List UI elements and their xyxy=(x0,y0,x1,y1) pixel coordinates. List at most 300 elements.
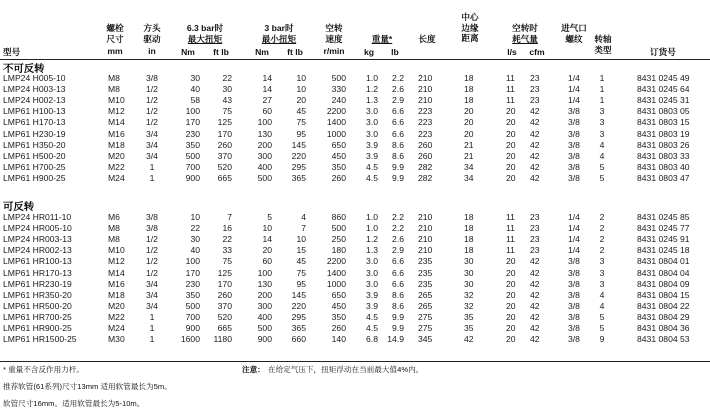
table-row xyxy=(0,223,710,234)
cell-min-torque-nm: 400 xyxy=(257,311,272,322)
cell-length: 210 xyxy=(418,223,433,234)
cell-shaft-type: 3 xyxy=(599,106,605,117)
cell-air-inlet: 3/8 xyxy=(568,300,580,311)
table-row xyxy=(0,334,710,345)
cell-air-ls: 20 xyxy=(506,161,516,172)
cell-length: 265 xyxy=(418,289,433,300)
cell-weight-lb: 8.6 xyxy=(392,300,404,311)
cell-min-torque-ftlb: 145 xyxy=(291,289,306,300)
cell-model: LMP24 H003-13 xyxy=(3,84,66,95)
cell-shaft-type: 2 xyxy=(599,234,605,245)
cell-min-torque-nm: 200 xyxy=(257,139,272,150)
cell-order-number: 8431 0803 47 xyxy=(637,172,690,183)
cell-model: LMP24 HR002-13 xyxy=(3,245,72,256)
cell-min-torque-ftlb: 95 xyxy=(296,278,306,289)
cell-model: LMP61 H900-25 xyxy=(3,172,66,183)
cell-bolt-size: M14 xyxy=(108,267,125,278)
cell-square-drive: 3/4 xyxy=(146,128,158,139)
cell-center-distance: 21 xyxy=(464,150,474,161)
cell-air-ls: 11 xyxy=(506,212,515,222)
cell-bolt-size: M20 xyxy=(108,150,125,161)
cell-min-torque-nm: 20 xyxy=(262,245,272,256)
cell-weight-kg: 1.2 xyxy=(366,234,378,245)
header-nm-3: Nm xyxy=(255,47,269,57)
cell-square-drive: 3/4 xyxy=(146,139,158,150)
cell-air-cfm: 23 xyxy=(530,223,540,234)
cell-shaft-type: 3 xyxy=(599,117,605,128)
cell-weight-lb: 6.6 xyxy=(392,117,404,128)
cell-weight-lb: 8.6 xyxy=(392,139,404,150)
cell-free-speed: 240 xyxy=(331,95,346,106)
cell-min-torque-ftlb: 365 xyxy=(291,172,306,183)
cell-square-drive: 1/2 xyxy=(146,256,158,267)
cell-free-speed: 350 xyxy=(331,161,346,172)
header-ftlb-3: ft lb xyxy=(287,47,303,57)
cell-max-torque-nm: 230 xyxy=(185,128,200,139)
cell-length: 282 xyxy=(418,161,433,172)
cell-center-distance: 35 xyxy=(464,323,474,333)
cell-shaft-type: 5 xyxy=(599,161,605,172)
cell-center-distance: 20 xyxy=(464,106,474,117)
cell-air-inlet: 3/8 xyxy=(568,106,580,117)
cell-min-torque-ftlb: 75 xyxy=(296,267,306,278)
cell-air-ls: 20 xyxy=(506,256,516,267)
cell-weight-kg: 3.0 xyxy=(366,267,378,278)
cell-max-torque-nm: 170 xyxy=(185,117,200,128)
cell-air-ls: 11 xyxy=(506,95,515,106)
cell-weight-kg: 3.9 xyxy=(366,150,378,161)
cell-min-torque-nm: 14 xyxy=(262,84,272,95)
cell-order-number: 8431 0245 64 xyxy=(637,84,690,95)
cell-model: LMP61 H230-19 xyxy=(3,128,66,139)
cell-weight-lb: 14.9 xyxy=(387,334,404,345)
section-title-nonreversible: 不可反转 xyxy=(3,64,45,75)
cell-max-torque-ftlb: 33 xyxy=(222,245,232,256)
cell-max-torque-ftlb: 665 xyxy=(217,172,232,183)
cell-min-torque-ftlb: 75 xyxy=(296,117,306,128)
cell-shaft-type: 5 xyxy=(599,311,605,322)
cell-weight-lb: 2.9 xyxy=(392,95,404,106)
cell-air-cfm: 42 xyxy=(530,311,540,322)
cell-free-speed: 260 xyxy=(331,172,346,183)
cell-order-number: 8431 0245 49 xyxy=(637,73,690,83)
cell-bolt-size: M10 xyxy=(108,95,125,106)
cell-air-ls: 11 xyxy=(506,223,515,234)
cell-model: LMP61 HR1500-25 xyxy=(3,334,77,345)
cell-center-distance: 30 xyxy=(464,256,474,267)
cell-bolt-size: M18 xyxy=(108,139,125,150)
cell-air-ls: 11 xyxy=(506,73,515,83)
cell-air-inlet: 3/8 xyxy=(568,161,580,172)
cell-model: LMP61 HR100-13 xyxy=(3,256,72,267)
table-row xyxy=(0,162,710,173)
cell-weight-kg: 3.9 xyxy=(366,139,378,150)
header-ls: l/s xyxy=(507,47,517,57)
cell-air-inlet: 3/8 xyxy=(568,139,580,150)
table-row xyxy=(0,290,710,301)
table-row xyxy=(0,301,710,312)
cell-air-ls: 20 xyxy=(506,300,516,311)
header-free-speed: 空转 速度 r/min xyxy=(323,23,345,56)
cell-shaft-type: 4 xyxy=(599,289,605,300)
footer-rule xyxy=(0,361,710,362)
cell-bolt-size: M10 xyxy=(108,245,125,256)
cell-weight-kg: 3.0 xyxy=(366,117,378,128)
table-row xyxy=(0,234,710,245)
cell-center-distance: 21 xyxy=(464,139,474,150)
cell-max-torque-nm: 100 xyxy=(185,106,200,117)
cell-weight-kg: 4.5 xyxy=(366,161,378,172)
cell-air-cfm: 23 xyxy=(530,212,540,222)
cell-max-torque-nm: 350 xyxy=(185,289,200,300)
cell-free-speed: 450 xyxy=(331,300,346,311)
cell-weight-kg: 4.5 xyxy=(366,311,378,322)
cell-bolt-size: M18 xyxy=(108,289,125,300)
cell-max-torque-ftlb: 665 xyxy=(217,323,232,333)
cell-air-inlet: 1/4 xyxy=(568,245,580,256)
cell-shaft-type: 4 xyxy=(599,300,605,311)
cell-free-speed: 140 xyxy=(331,334,346,345)
cell-air-cfm: 42 xyxy=(530,256,540,267)
cell-min-torque-nm: 60 xyxy=(262,106,272,117)
cell-square-drive: 1/2 xyxy=(146,267,158,278)
cell-shaft-type: 5 xyxy=(599,172,605,183)
cell-bolt-size: M16 xyxy=(108,128,125,139)
cell-center-distance: 18 xyxy=(464,95,474,106)
cell-max-torque-nm: 500 xyxy=(185,300,200,311)
cell-weight-lb: 2.6 xyxy=(392,234,404,245)
cell-shaft-type: 9 xyxy=(599,334,605,345)
cell-order-number: 8431 0245 31 xyxy=(637,95,690,106)
cell-weight-kg: 3.0 xyxy=(366,256,378,267)
cell-air-ls: 11 xyxy=(506,234,515,245)
cell-min-torque-ftlb: 145 xyxy=(291,139,306,150)
cell-air-ls: 20 xyxy=(506,311,516,322)
cell-shaft-type: 3 xyxy=(599,128,605,139)
cell-max-torque-ftlb: 30 xyxy=(222,84,232,95)
header-order-no: 订货号 xyxy=(650,47,676,57)
cell-order-number: 8431 0245 91 xyxy=(637,234,690,245)
cell-free-speed: 1400 xyxy=(326,267,346,278)
cell-air-inlet: 3/8 xyxy=(568,278,580,289)
cell-air-ls: 20 xyxy=(506,139,516,150)
cell-min-torque-nm: 27 xyxy=(262,95,272,106)
cell-max-torque-ftlb: 170 xyxy=(217,278,232,289)
cell-max-torque-nm: 170 xyxy=(185,267,200,278)
cell-bolt-size: M8 xyxy=(108,84,120,95)
cell-square-drive: 3/4 xyxy=(146,150,158,161)
cell-max-torque-ftlb: 75 xyxy=(222,256,232,267)
cell-air-ls: 20 xyxy=(506,150,516,161)
cell-min-torque-ftlb: 10 xyxy=(296,234,306,245)
cell-weight-lb: 9.9 xyxy=(392,172,404,183)
cell-shaft-type: 1 xyxy=(599,95,605,106)
cell-model: LMP24 H005-10 xyxy=(3,73,66,83)
cell-air-cfm: 23 xyxy=(530,73,540,83)
cell-shaft-type: 1 xyxy=(599,84,605,95)
cell-length: 265 xyxy=(418,300,433,311)
cell-model: LMP61 H500-20 xyxy=(3,150,66,161)
cell-square-drive: 1 xyxy=(149,334,155,345)
cell-model: LMP24 H002-13 xyxy=(3,95,66,106)
cell-weight-lb: 9.9 xyxy=(392,323,404,333)
cell-air-ls: 20 xyxy=(506,128,516,139)
cell-shaft-type: 2 xyxy=(599,223,605,234)
cell-air-inlet: 1/4 xyxy=(568,212,580,222)
cell-min-torque-ftlb: 295 xyxy=(291,161,306,172)
cell-air-cfm: 23 xyxy=(530,95,540,106)
cell-weight-kg: 1.2 xyxy=(366,84,378,95)
cell-order-number: 8431 0245 85 xyxy=(637,212,690,222)
cell-weight-lb: 9.9 xyxy=(392,161,404,172)
cell-length: 235 xyxy=(418,267,433,278)
table-row xyxy=(0,279,710,290)
cell-square-drive: 3/8 xyxy=(146,212,158,222)
table-row xyxy=(0,151,710,162)
cell-weight-kg: 1.0 xyxy=(366,223,378,234)
cell-max-torque-nm: 230 xyxy=(185,278,200,289)
cell-weight-kg: 1.0 xyxy=(366,212,378,222)
cell-free-speed: 1400 xyxy=(326,117,346,128)
cell-min-torque-nm: 14 xyxy=(262,73,272,83)
cell-min-torque-ftlb: 220 xyxy=(291,300,306,311)
cell-order-number: 8431 0804 29 xyxy=(637,311,690,322)
section-title-reversible: 可反转 xyxy=(3,202,35,213)
table-row xyxy=(0,323,710,334)
cell-max-torque-nm: 500 xyxy=(185,150,200,161)
cell-air-cfm: 23 xyxy=(530,245,540,256)
cell-center-distance: 20 xyxy=(464,117,474,128)
cell-shaft-type: 2 xyxy=(599,212,605,222)
table-row xyxy=(0,173,710,184)
cell-max-torque-ftlb: 1180 xyxy=(213,334,232,345)
cell-max-torque-nm: 900 xyxy=(185,323,200,333)
cell-min-torque-nm: 500 xyxy=(257,323,272,333)
cell-shaft-type: 2 xyxy=(599,245,605,256)
cell-max-torque-ftlb: 260 xyxy=(217,289,232,300)
cell-min-torque-nm: 400 xyxy=(257,161,272,172)
cell-order-number: 8431 0803 19 xyxy=(637,128,690,139)
cell-max-torque-nm: 40 xyxy=(190,245,200,256)
cell-air-cfm: 42 xyxy=(530,334,540,345)
cell-weight-kg: 4.5 xyxy=(366,172,378,183)
cell-shaft-type: 4 xyxy=(599,150,605,161)
cell-max-torque-ftlb: 260 xyxy=(217,139,232,150)
cell-center-distance: 18 xyxy=(464,245,474,256)
cell-weight-lb: 6.6 xyxy=(392,128,404,139)
header-nm-63: Nm xyxy=(181,47,195,57)
cell-min-torque-nm: 300 xyxy=(257,150,272,161)
cell-max-torque-ftlb: 170 xyxy=(217,128,232,139)
cell-order-number: 8431 0804 36 xyxy=(637,323,690,333)
cell-max-torque-ftlb: 125 xyxy=(217,117,232,128)
cell-air-inlet: 1/4 xyxy=(568,95,580,106)
cell-model: LMP61 HR500-20 xyxy=(3,300,72,311)
cell-free-speed: 650 xyxy=(331,139,346,150)
cell-free-speed: 1000 xyxy=(326,128,346,139)
cell-model: LMP24 HR003-13 xyxy=(3,234,72,245)
cell-air-cfm: 42 xyxy=(530,289,540,300)
table-row xyxy=(0,312,710,323)
cell-shaft-type: 3 xyxy=(599,278,605,289)
cell-square-drive: 3/8 xyxy=(146,73,158,83)
cell-max-torque-ftlb: 43 xyxy=(222,95,232,106)
cell-min-torque-nm: 5 xyxy=(267,212,272,222)
cell-air-cfm: 23 xyxy=(530,84,540,95)
cell-air-ls: 20 xyxy=(506,278,516,289)
cell-air-cfm: 42 xyxy=(530,128,540,139)
cell-bolt-size: M16 xyxy=(108,278,125,289)
cell-shaft-type: 3 xyxy=(599,256,605,267)
header-max-torque: 6.3 bar时 最大扭矩 xyxy=(186,23,224,44)
header-bolt: 螺栓 尺寸 mm xyxy=(106,23,124,56)
cell-weight-kg: 3.9 xyxy=(366,289,378,300)
cell-free-speed: 330 xyxy=(331,84,346,95)
cell-bolt-size: M8 xyxy=(108,73,120,83)
cell-air-cfm: 42 xyxy=(530,278,540,289)
table-row xyxy=(0,256,710,267)
cell-square-drive: 1/2 xyxy=(146,84,158,95)
cell-center-distance: 34 xyxy=(464,172,474,183)
cell-min-torque-ftlb: 4 xyxy=(301,212,306,222)
cell-air-ls: 20 xyxy=(506,289,516,300)
cell-max-torque-nm: 22 xyxy=(190,223,200,234)
cell-square-drive: 3/8 xyxy=(146,223,158,234)
cell-model: LMP61 HR170-13 xyxy=(3,267,72,278)
cell-model: LMP61 H100-13 xyxy=(3,106,66,117)
cell-weight-lb: 2.9 xyxy=(392,245,404,256)
cell-air-cfm: 42 xyxy=(530,139,540,150)
cell-weight-lb: 6.6 xyxy=(392,278,404,289)
cell-min-torque-nm: 60 xyxy=(262,256,272,267)
cell-order-number: 8431 0804 01 xyxy=(637,256,690,267)
cell-model: LMP61 H700-25 xyxy=(3,161,66,172)
table-row xyxy=(0,73,710,84)
cell-bolt-size: M8 xyxy=(108,234,120,245)
cell-max-torque-nm: 58 xyxy=(190,95,200,106)
cell-min-torque-ftlb: 95 xyxy=(296,128,306,139)
cell-order-number: 8431 0803 33 xyxy=(637,150,690,161)
cell-bolt-size: M8 xyxy=(108,223,120,234)
cell-square-drive: 1 xyxy=(149,161,155,172)
cell-length: 210 xyxy=(418,95,433,106)
cell-order-number: 8431 0803 26 xyxy=(637,139,690,150)
cell-length: 210 xyxy=(418,234,433,245)
cell-air-ls: 20 xyxy=(506,117,516,128)
cell-weight-lb: 6.6 xyxy=(392,106,404,117)
cell-min-torque-ftlb: 45 xyxy=(296,256,306,267)
cell-model: LMP24 HR005-10 xyxy=(3,223,72,234)
cell-min-torque-ftlb: 15 xyxy=(296,245,306,256)
note-text: 在给定气压下，扭矩浮动在当前最大值4%内。 xyxy=(268,365,424,374)
cell-air-cfm: 42 xyxy=(530,117,540,128)
cell-length: 345 xyxy=(418,334,433,345)
cell-length: 210 xyxy=(418,245,433,256)
cell-max-torque-ftlb: 125 xyxy=(217,267,232,278)
cell-center-distance: 18 xyxy=(464,84,474,95)
cell-center-distance: 32 xyxy=(464,300,474,311)
cell-min-torque-ftlb: 220 xyxy=(291,150,306,161)
table-row xyxy=(0,140,710,151)
hose-note-61: 推荐软管(61系列)尺寸13mm 适用软管最长为5m。 xyxy=(3,382,172,391)
cell-square-drive: 1/2 xyxy=(146,95,158,106)
cell-air-ls: 20 xyxy=(506,106,516,117)
cell-air-ls: 20 xyxy=(506,172,516,183)
cell-air-cfm: 42 xyxy=(530,323,540,333)
header-weight: 重量* xyxy=(371,34,393,44)
cell-max-torque-nm: 30 xyxy=(190,234,200,245)
cell-bolt-size: M12 xyxy=(108,256,125,267)
cell-free-speed: 500 xyxy=(331,223,346,234)
cell-shaft-type: 4 xyxy=(599,139,605,150)
cell-weight-kg: 4.5 xyxy=(366,323,378,333)
cell-air-ls: 20 xyxy=(506,267,516,278)
cell-model: LMP61 HR230-19 xyxy=(3,278,72,289)
cell-air-inlet: 3/8 xyxy=(568,128,580,139)
cell-min-torque-ftlb: 45 xyxy=(296,106,306,117)
cell-air-ls: 20 xyxy=(506,323,516,333)
cell-max-torque-ftlb: 520 xyxy=(217,161,232,172)
cell-square-drive: 1/2 xyxy=(146,106,158,117)
header-model: 型号 xyxy=(3,47,21,57)
cell-free-speed: 1000 xyxy=(326,278,346,289)
cell-free-speed: 350 xyxy=(331,311,346,322)
cell-square-drive: 3/4 xyxy=(146,289,158,300)
header-shaft: 转轴 类型 xyxy=(594,34,612,55)
cell-bolt-size: M30 xyxy=(108,334,125,345)
cell-air-inlet: 3/8 xyxy=(568,311,580,322)
cell-max-torque-nm: 10 xyxy=(190,212,200,222)
cell-air-cfm: 42 xyxy=(530,267,540,278)
weight-note: * 重量不含反作用力杆。 xyxy=(3,365,85,374)
cell-center-distance: 30 xyxy=(464,267,474,278)
cell-order-number: 8431 0804 22 xyxy=(637,300,690,311)
header-center-distance: 中心 边缘 距离 xyxy=(461,12,479,43)
cell-max-torque-ftlb: 22 xyxy=(222,234,232,245)
cell-center-distance: 18 xyxy=(464,73,474,83)
cell-free-speed: 250 xyxy=(331,234,346,245)
cell-square-drive: 1/2 xyxy=(146,245,158,256)
cell-air-inlet: 3/8 xyxy=(568,334,580,345)
cell-order-number: 8431 0245 77 xyxy=(637,223,690,234)
cell-model: LMP61 HR350-20 xyxy=(3,289,72,300)
cell-air-cfm: 42 xyxy=(530,172,540,183)
cell-weight-kg: 3.9 xyxy=(366,300,378,311)
cell-length: 260 xyxy=(418,150,433,161)
cell-center-distance: 18 xyxy=(464,234,474,245)
cell-weight-lb: 2.6 xyxy=(392,84,404,95)
table-row xyxy=(0,95,710,106)
table-row xyxy=(0,129,710,140)
cell-bolt-size: M22 xyxy=(108,161,125,172)
cell-center-distance: 30 xyxy=(464,278,474,289)
cell-order-number: 8431 0804 04 xyxy=(637,267,690,278)
cell-square-drive: 3/4 xyxy=(146,278,158,289)
table-row xyxy=(0,245,710,256)
table-row xyxy=(0,212,710,223)
header-rule xyxy=(0,59,710,60)
header-ftlb-63: ft lb xyxy=(213,47,229,57)
cell-length: 275 xyxy=(418,311,433,322)
cell-min-torque-ftlb: 20 xyxy=(296,95,306,106)
cell-air-inlet: 3/8 xyxy=(568,323,580,333)
cell-max-torque-ftlb: 22 xyxy=(222,73,232,83)
cell-air-cfm: 23 xyxy=(530,234,540,245)
cell-min-torque-ftlb: 10 xyxy=(296,73,306,83)
cell-max-torque-nm: 1600 xyxy=(180,334,200,345)
cell-max-torque-nm: 700 xyxy=(185,161,200,172)
cell-square-drive: 3/4 xyxy=(146,300,158,311)
